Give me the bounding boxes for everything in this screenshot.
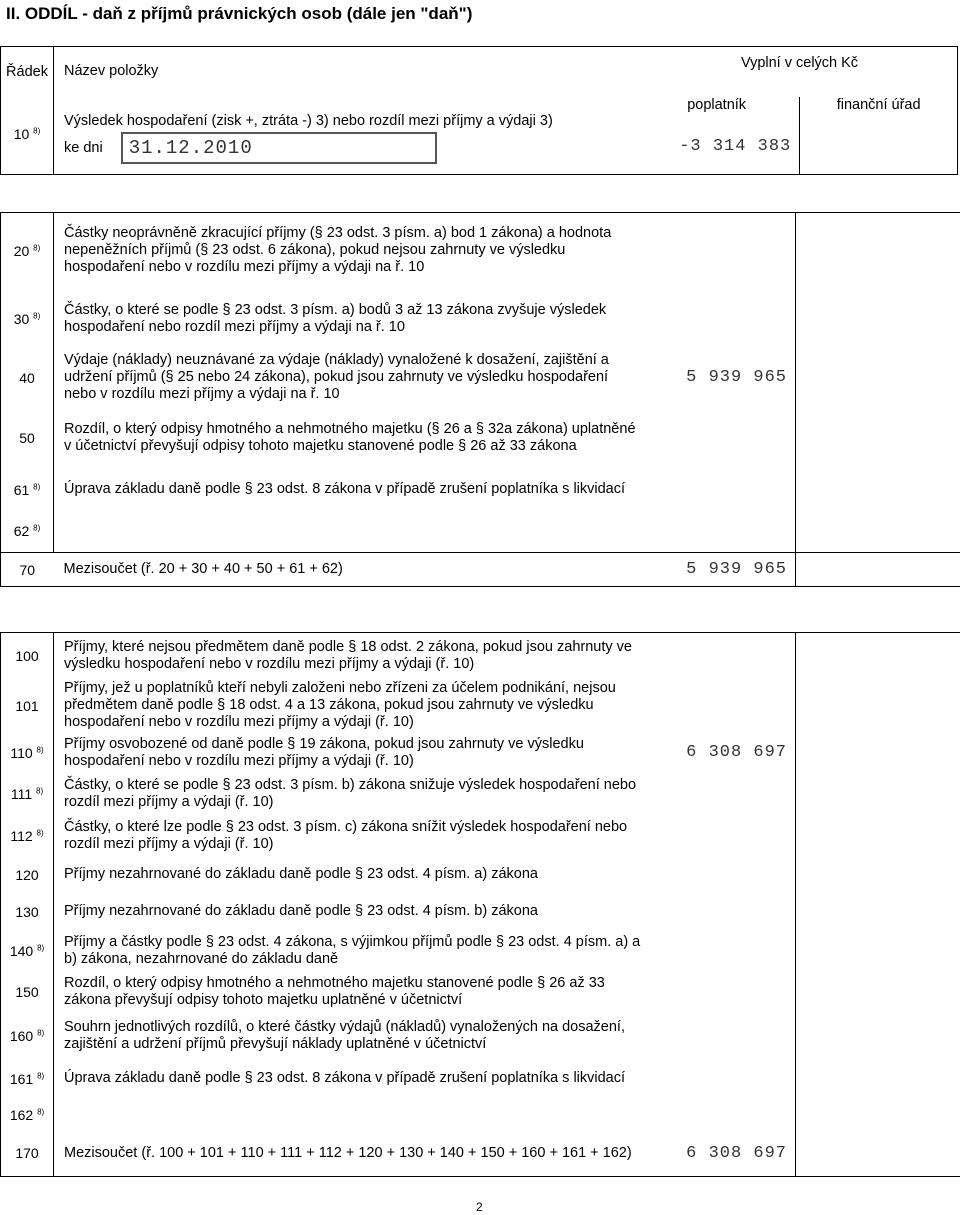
row-office-value[interactable] [796,1099,960,1131]
section2-table [0,632,960,1177]
row-number: 170 [1,1131,54,1177]
row-office-value[interactable] [796,679,960,733]
page-title: II. ODDÍL - daň z příjmů právnických osob (dále jen "daň") [6,4,473,23]
row-taxpayer-value[interactable] [642,1059,796,1099]
date-field[interactable]: 31.12.2010 [121,132,437,164]
row10-taxpayer-value[interactable]: -3 314 383 [642,113,800,171]
row-number: 111 $^{8)}$ [1,773,54,815]
date-label: ke dni [64,139,103,156]
row-number: 112 $^{8)}$ [1,815,54,857]
subtotal-row [1,553,960,587]
row-office-value[interactable] [796,349,960,407]
row-description: Částky, o které se podle § 23 odst. 3 písm. a) bodů 3 až 13 zákona zvyšuje výsledek hospodaření nebo rozdíl mezi příjmy a výdaji na ř. 10 [64,301,607,335]
row-taxpayer-value[interactable] [642,773,796,815]
row-number: 61 $^{8)}$ [1,469,54,511]
row-office-value[interactable] [796,1131,960,1177]
row-taxpayer-value[interactable]: 6 308 697 [642,733,796,773]
table-row [1,931,960,971]
row-number: 120 [1,857,54,893]
row-office-value[interactable] [796,511,960,553]
row-office-value[interactable] [796,469,960,511]
row-office-value[interactable] [796,857,960,893]
row-number: 100 [1,633,54,679]
row-description: Výdaje (náklady) neuznávané za výdaje (náklady) vynaložené k dosažení, zajištění a udržení příjmů (§ 25 nebo 24 zákona), pokud jsou zahrnuty ve výsledku hospodaření nebo v rozdílu mezi příjmy a výdaji na ř. 10 [64,352,609,402]
table-row [1,971,960,1013]
table-row [1,1059,960,1099]
section1-table [0,212,960,587]
row-taxpayer-value[interactable] [642,679,796,733]
row-description: Příjmy a částky podle § 23 odst. 4 zákona, s výjimkou příjmů podle § 23 odst. 4 písm. a) a b) zákona, nezahrnované do základu daně [64,933,641,967]
fill-label-header: Vyplní v celých Kč [642,47,958,97]
row-description: Příjmy, které nejsou předmětem daně podle § 18 odst. 2 zákona, pokud jsou zahrnuty ve výsledku hospodaření nebo v rozdílu mezi příjmy a výdaji (ř. 10) [54,633,643,679]
row-description: Úprava základu daně podle § 23 odst. 8 zákona v případě zrušení poplatníka s likvidací [64,481,626,497]
taxpayer-header: poplatník [642,97,800,113]
row-number: 161 $^{8)}$ [1,1059,54,1099]
row-office-value[interactable] [796,1059,960,1099]
row70-description: Mezisoučet (ř. 20 + 30 + 40 + 50 + 61 + 62) [54,553,643,587]
table-row [1,1013,960,1059]
row-taxpayer-value[interactable] [642,633,796,679]
table-row [1,733,960,773]
row-office-value[interactable] [796,407,960,469]
table-row [1,289,960,349]
row-description: Příjmy, jež u poplatníků kteří nebyli založeni nebo zřízeni za účelem podnikání, nejsou předmětem daně podle § 18 odst. 4 a 13 zákona, pokud jsou zahrnuty ve výsledku hospodaření nebo v rozdílu mezi příjmy a výdaji (ř. 10) [64,680,616,730]
table-row [1,857,960,893]
row-label-header: Řádek [1,47,54,97]
header-table [0,46,958,175]
row-taxpayer-value[interactable] [642,931,796,971]
row-number: 162 $^{8)}$ [1,1099,54,1131]
row70-number: 70 [1,553,54,587]
row70-office-value[interactable] [796,553,960,587]
row-number: 140 $^{8)}$ [1,931,54,971]
row-description: Částky, o které lze podle § 23 odst. 3 písm. c) zákona snížit výsledek hospodaření nebo rozdíl mezi příjmy a výdaji (ř. 10) [64,818,628,852]
row-number: 150 [1,971,54,1013]
row-office-value[interactable] [796,733,960,773]
row-taxpayer-value[interactable] [642,511,796,553]
row-taxpayer-value[interactable] [642,815,796,857]
table-row [1,679,960,733]
row-number: 20 $^{8)}$ [1,213,54,289]
table-row [1,349,960,407]
row-number: 30 $^{8)}$ [1,289,54,349]
row-taxpayer-value[interactable] [642,1099,796,1131]
row-taxpayer-value[interactable] [642,971,796,1013]
row-description [54,1099,643,1131]
row10-description: Výsledek hospodaření (zisk +, ztráta -) 3) nebo rozdíl mezi příjmy a výdaji 3) ke dni 31.12.2010 [54,113,643,171]
row-taxpayer-value[interactable] [642,1013,796,1059]
office-header: finanční úřad [800,97,958,113]
row-office-value[interactable] [796,1013,960,1059]
row-office-value[interactable] [796,633,960,679]
row-office-value[interactable] [796,773,960,815]
row-taxpayer-value[interactable] [642,407,796,469]
row-taxpayer-value[interactable] [642,857,796,893]
row-office-value[interactable] [796,931,960,971]
row-description: Částky neoprávněně zkracující příjmy (§ 23 odst. 3 písm. a) bod 1 zákona) a hodnota nepeněžních příjmů (§ 23 odst. 6 zákona), pokud nejsou zahrnuty ve výsledku hospodaření nebo v rozdílu mezi příjmy a výdaji na ř. 10 [54,213,643,289]
row-taxpayer-value[interactable] [642,289,796,349]
row-description: Příjmy nezahrnované do základu daně podle § 23 odst. 4 písm. b) zákona [64,903,538,919]
table-row [1,1131,960,1177]
row-office-value[interactable] [796,971,960,1013]
row-office-value[interactable] [796,213,960,289]
row-description: Příjmy nezahrnované do základu daně podle § 23 odst. 4 písm. a) zákona [64,866,538,882]
table-row [1,213,960,289]
row-office-value[interactable] [796,289,960,349]
table-row [1,893,960,931]
row-office-value[interactable] [796,893,960,931]
row-taxpayer-value[interactable] [642,213,796,289]
table-row [1,633,960,679]
row-description: Mezisoučet (ř. 100 + 101 + 110 + 111 + 112 + 120 + 130 + 140 + 150 + 160 + 161 + 162) [54,1131,643,1177]
row-description [54,511,643,553]
row10-office-value[interactable] [800,113,958,171]
table-row [1,511,960,553]
row-number: 160 $^{8)}$ [1,1013,54,1059]
row-description: Příjmy osvobozené od daně podle § 19 zákona, pokud jsou zahrnuty ve výsledku hospodaření nebo v rozdílu mezi příjmy a výdaji (ř. 10) [64,735,584,769]
row10-number: 10 $^{8)}$ [1,97,54,171]
row-description: Rozdíl, o který odpisy hmotného a nehmotného majetku stanovené podle § 26 až 33 zákona převyšují odpisy tohoto majetku uplatněné v účetnictví [64,974,605,1008]
row-number: 110 $^{8)}$ [1,733,54,773]
row-taxpayer-value[interactable]: 6 308 697 [642,1131,796,1177]
row-description: Částky, o které se podle § 23 odst. 3 písm. b) zákona snižuje výsledek hospodaření nebo rozdíl mezi příjmy a výdaji (ř. 10) [64,776,637,810]
name-label-header: Název položky [54,47,643,97]
row-number: 101 [1,679,54,733]
row-number: 40 [1,349,54,407]
row-description: Souhrn jednotlivých rozdílů, o které částky výdajů (nákladů) vynaložených na dosažení, zajištění a udržení příjmů převyšují náklady uplatněné v účetnictví [64,1018,625,1052]
row-number: 50 [1,407,54,469]
row70-taxpayer-value[interactable]: 5 939 965 [642,553,796,587]
page-number: 2 [476,1200,483,1214]
table-row [1,815,960,857]
row-number: 130 [1,893,54,931]
table-row [1,1099,960,1131]
row-number: 62 $^{8)}$ [1,511,54,553]
row-taxpayer-value[interactable] [642,469,796,511]
row-description: Úprava základu daně podle § 23 odst. 8 zákona v případě zrušení poplatníka s likvidací [64,1070,626,1086]
table-row [1,407,960,469]
row-description: Rozdíl, o který odpisy hmotného a nehmotného majetku (§ 26 a § 32a zákona) uplatněné v účetnictví převyšují odpisy tohoto majetku stanovené podle § 26 až 33 zákona [64,420,636,454]
table-row [1,773,960,815]
row-taxpayer-value[interactable] [642,893,796,931]
row-taxpayer-value[interactable]: 5 939 965 [642,349,796,407]
row-office-value[interactable] [796,815,960,857]
table-row [1,469,960,511]
